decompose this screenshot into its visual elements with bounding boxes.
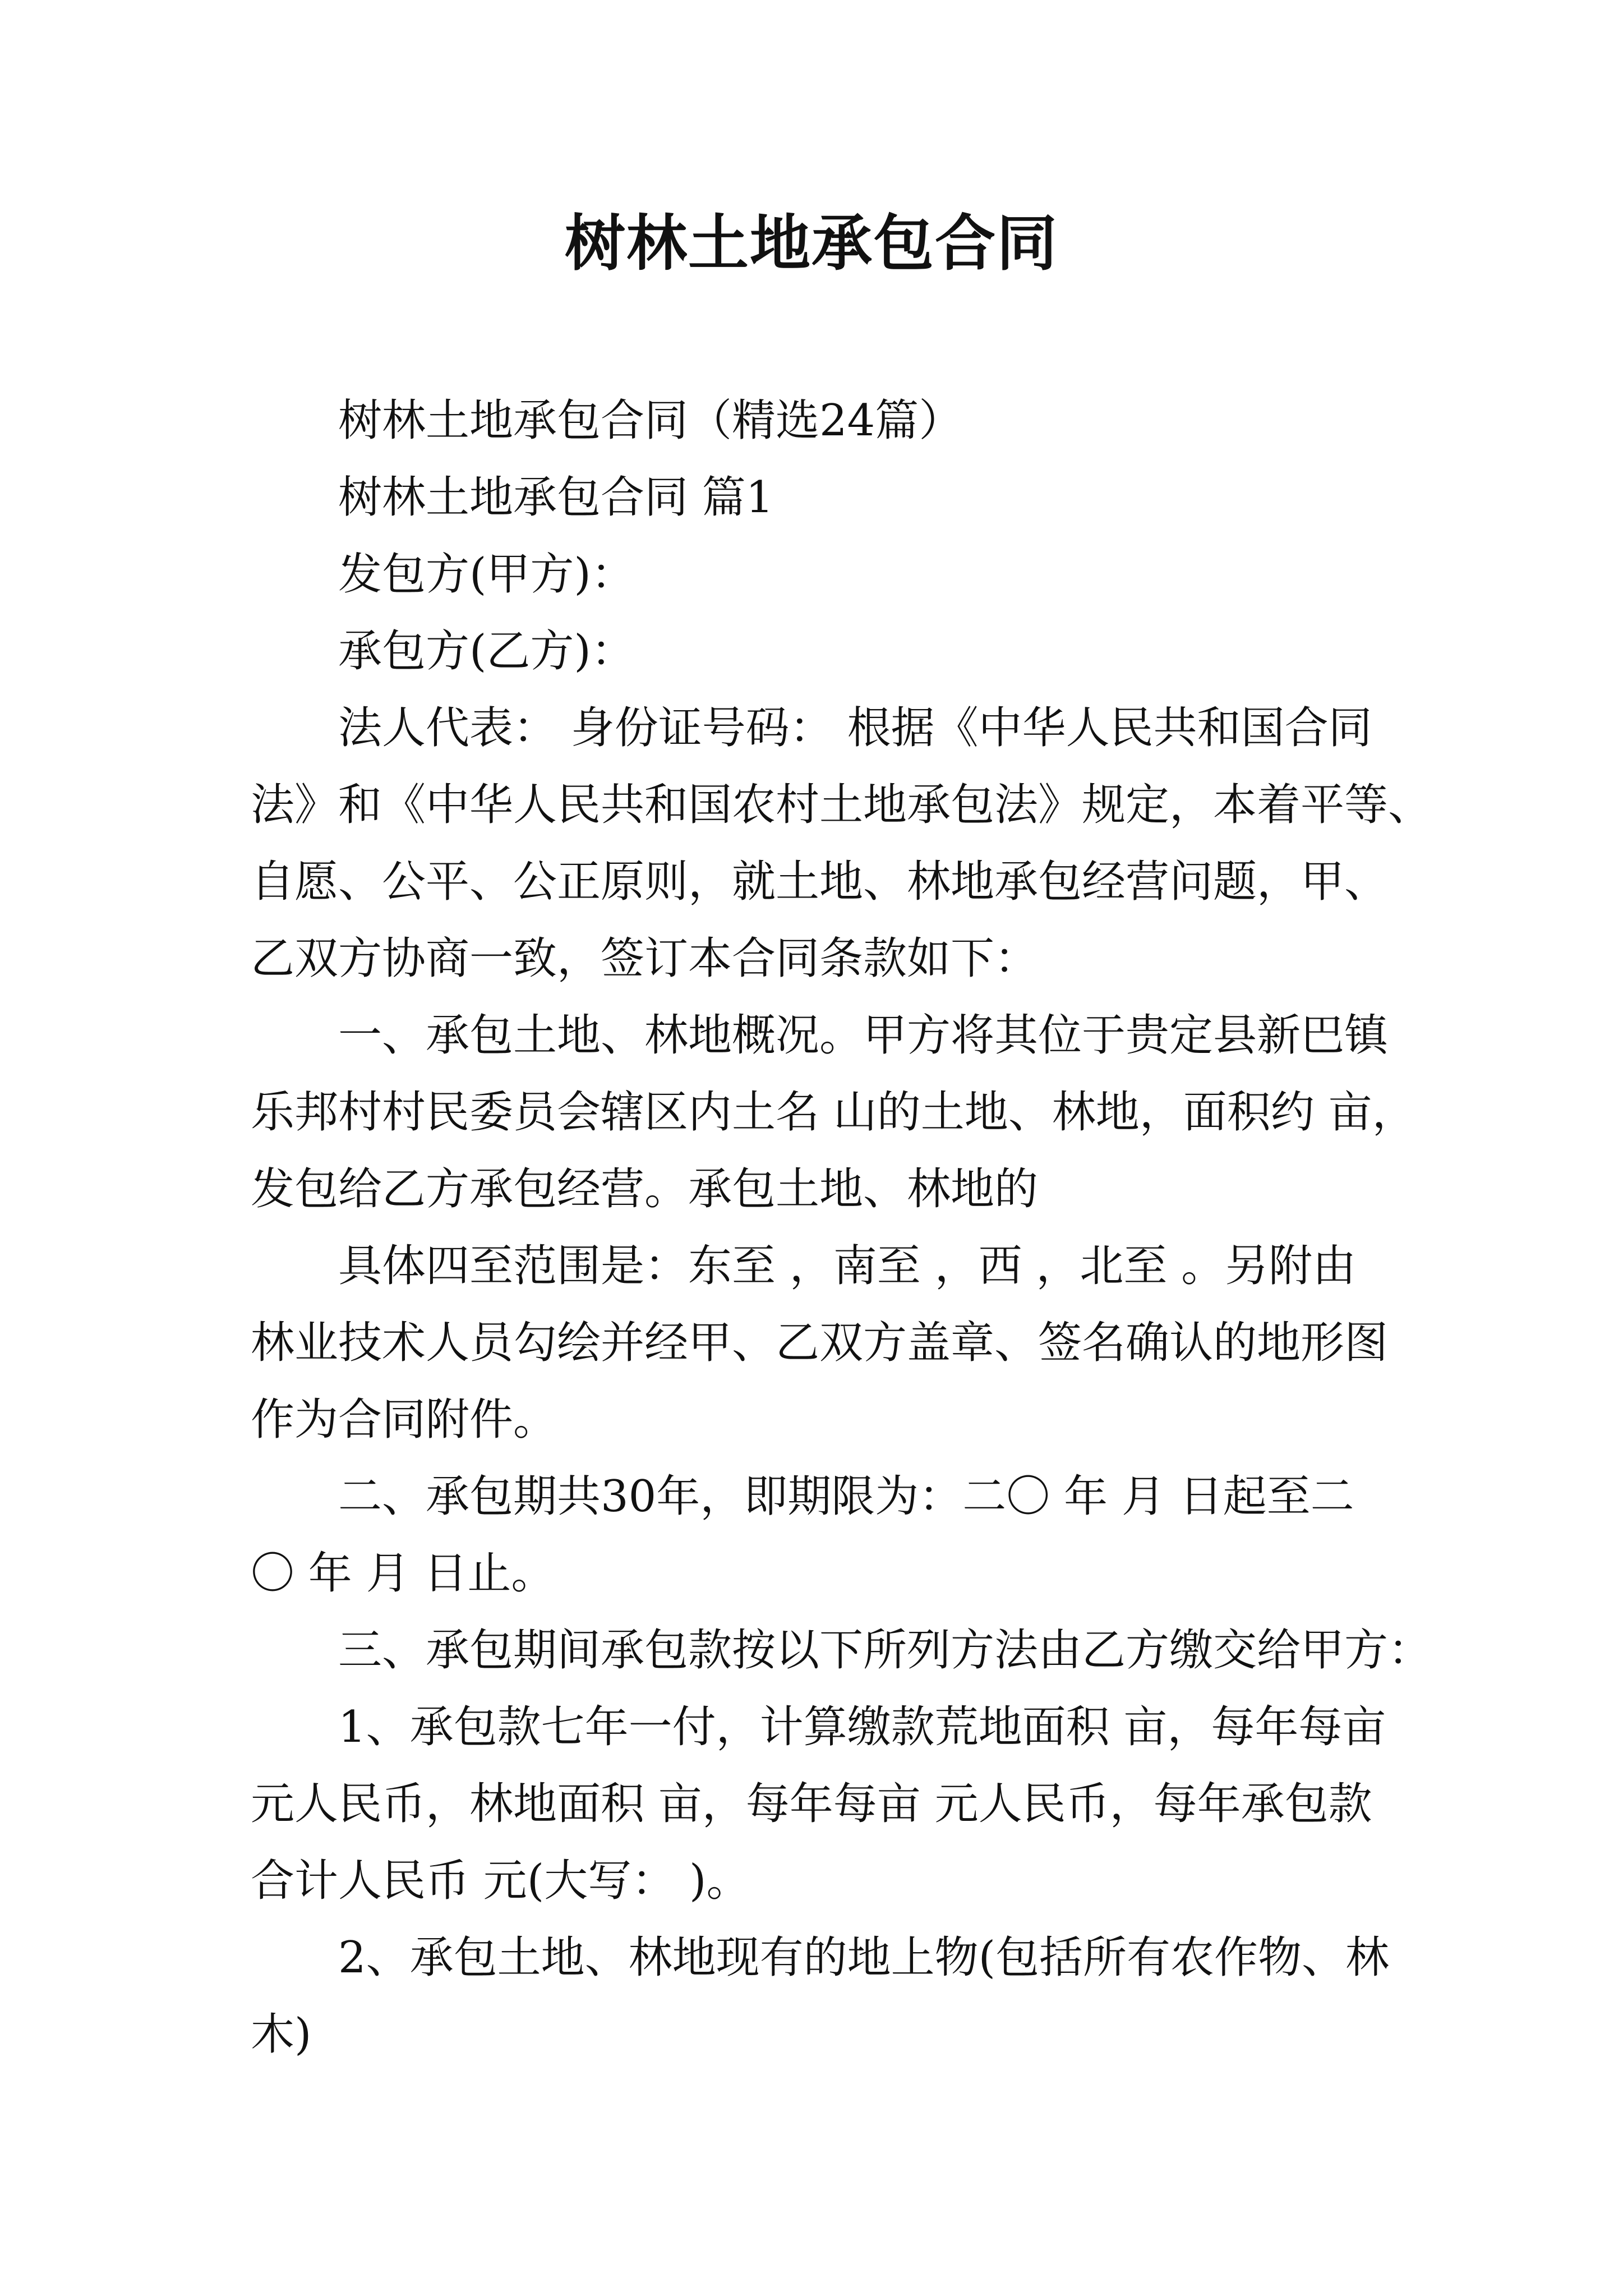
text-line: 1、承包款七年一付，计算缴款荒地面积 亩，每年每亩 [338,1702,1386,1752]
text-line: 法人代表： 身份证号码： 根据《中华人民共和国合同 [338,703,1372,753]
text-line: 承包方(乙方)： [338,626,635,677]
paragraph-section-heading [251,459,1541,536]
text-line: 作为合同附件。 [251,1395,557,1445]
text-line: 自愿、公平、公正原则，就土地、林地承包经营问题，甲、 [251,857,1389,907]
text-line: 三、承包期间承包款按以下所列方法由乙方缴交给甲方： [338,1625,1432,1676]
text-line: 〇 年 月 日止。 [251,1548,555,1599]
paragraph-clause-3-item-2 [251,1920,1541,2073]
text-line: 木) [251,2009,312,2060]
document-body [251,383,1541,2073]
paragraph-clause-3-item-1 [251,1689,1541,1920]
paragraph-party-b [251,613,1541,690]
text-line: 树林土地承包合同 篇1 [338,472,774,523]
text-line: 法》和《中华人民共和国农村土地承包法》规定，本着平等、 [251,780,1432,830]
paragraph-boundaries [251,1228,1541,1458]
paragraph-legal-representative [251,690,1541,997]
text-line: 乐邦村村民委员会辖区内土名 山的土地、林地，面积约 亩， [251,1087,1416,1138]
paragraph-clause-2 [251,1458,1541,1612]
text-line: 发包方(甲方)： [338,549,635,600]
text-line: 具体四至范围是：东至 ，南至 ，西 ，北至 。另附由 [338,1241,1357,1291]
document-title: 树林土地承包合同 [564,208,1058,279]
text-line: 2、承包土地、林地现有的地上物(包括所有农作物、林 [338,1932,1390,1983]
paragraph-collection-title [251,383,1541,459]
text-line: 发包给乙方承包经营。承包土地、林地的 [251,1164,1039,1214]
text-line: 林业技术人员勾绘并经甲、乙双方盖章、签名确认的地形图 [251,1318,1389,1368]
text-line: 元人民币，林地面积 亩，每年每亩 元人民币，每年承包款 [251,1779,1372,1829]
paragraph-clause-3 [251,1612,1541,1689]
text-line: 树林土地承包合同（精选24篇） [338,395,963,446]
paragraph-party-a [251,536,1541,613]
text-line: 一、承包土地、林地概况。甲方将其位于贵定县新巴镇 [338,1010,1389,1061]
text-line: 二、承包期共30年，即期限为：二〇 年 月 日起至二 [338,1471,1354,1522]
text-line: 合计人民币 元(大写： )。 [251,1856,750,1906]
text-line: 乙双方协商一致，签订本合同条款如下： [251,933,1039,984]
paragraph-clause-1 [251,997,1541,1228]
